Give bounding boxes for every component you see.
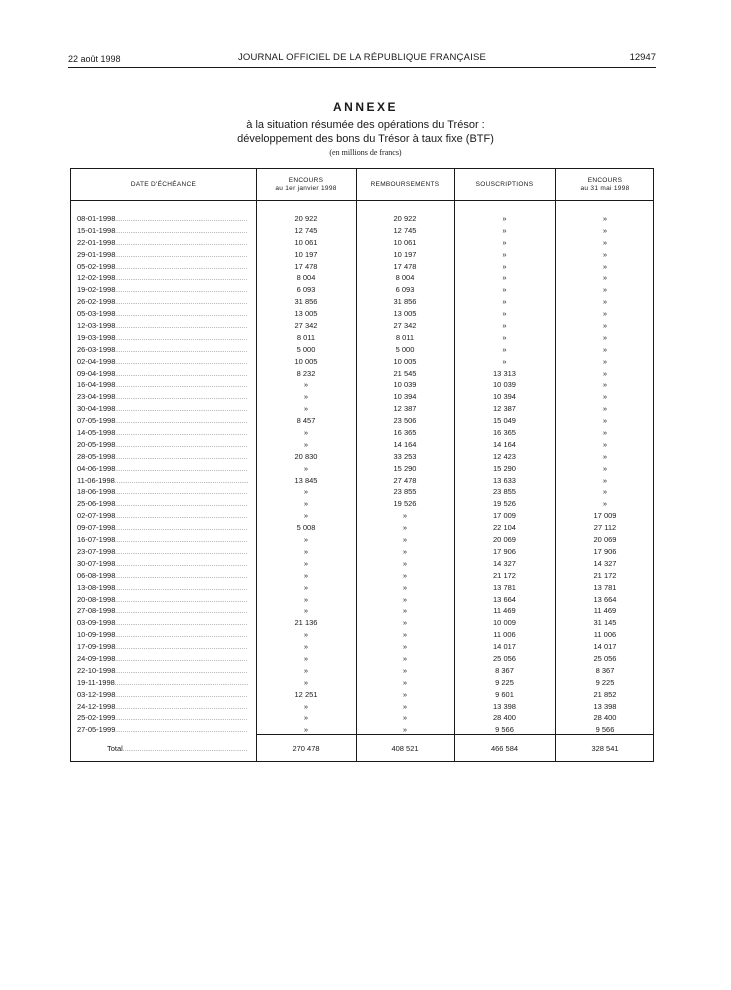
row-date: 19-03-1998 ..... [77, 332, 248, 346]
row-souscriptions: 12 387 [493, 404, 516, 414]
row-encours-start: 13 845 [294, 475, 318, 485]
row-encours-end: » [602, 261, 608, 271]
row-date: 12-02-1998 ..... [77, 272, 248, 286]
row-encours-start: » [303, 713, 309, 723]
row-souscriptions: 9 225 [495, 677, 514, 687]
row-encours-end: 28 400 [593, 713, 617, 723]
row-souscriptions: » [502, 225, 507, 235]
row-encours-end: » [602, 368, 608, 378]
row-souscriptions: » [502, 356, 507, 366]
row-souscriptions: 13 398 [493, 701, 516, 711]
row-encours-start: 6 093 [296, 285, 316, 295]
row-encours-end: » [602, 309, 608, 319]
row-remboursements: 16 365 [393, 428, 417, 438]
row-date: 20-08-1998 ..... [77, 594, 248, 608]
table-row [71, 570, 653, 582]
row-date: 11-06-1998 ..... [77, 475, 248, 489]
row-encours-end: » [602, 225, 608, 235]
row-date: 08-01-1998 ..... [77, 213, 248, 227]
row-encours-end: » [602, 463, 608, 473]
row-encours-start: 31 856 [294, 297, 318, 307]
row-remboursements: 23 855 [393, 487, 417, 497]
row-encours-start: » [303, 606, 309, 616]
row-encours-end: » [602, 428, 608, 438]
row-remboursements: » [402, 701, 408, 711]
row-date: 29-01-1998 ..... [77, 249, 248, 263]
row-remboursements: » [402, 558, 408, 568]
row-remboursements: 10 394 [393, 392, 417, 402]
row-encours-end: 17 906 [593, 546, 617, 556]
row-remboursements: 10 039 [393, 380, 417, 390]
row-encours-start: 8 004 [296, 273, 316, 283]
row-date: 24-09-1998 ..... [77, 653, 248, 667]
row-souscriptions: 8 367 [495, 665, 514, 675]
row-souscriptions: 13 313 [493, 368, 516, 378]
row-encours-end: 21 852 [593, 689, 617, 699]
total-encours-end: 328 541 [591, 744, 619, 753]
row-encours-start: » [303, 487, 309, 497]
row-encours-start: 27 342 [294, 321, 318, 331]
row-encours-end: » [602, 273, 608, 283]
row-souscriptions: » [502, 249, 507, 259]
row-encours-end: 9 225 [595, 677, 615, 687]
row-remboursements: 12 387 [393, 404, 417, 414]
row-encours-end: 20 069 [593, 535, 617, 545]
row-encours-start: 20 830 [294, 451, 318, 461]
table-body [71, 213, 653, 736]
row-souscriptions: » [502, 214, 507, 223]
row-encours-end: 11 006 [593, 630, 617, 640]
row-encours-end: » [602, 249, 608, 259]
row-encours-start: » [303, 546, 309, 556]
row-date: 03-12-1998 ..... [77, 689, 248, 703]
row-encours-start: » [303, 392, 309, 402]
row-encours-end: 17 009 [593, 511, 617, 521]
table-row [71, 629, 653, 641]
row-encours-end: 25 056 [593, 653, 617, 663]
row-encours-end: » [602, 321, 608, 331]
table-row [71, 546, 653, 558]
row-encours-end: 13 781 [593, 582, 617, 592]
row-encours-end: 9 566 [595, 725, 615, 735]
row-date: 07-05-1998 ..... [77, 415, 248, 429]
row-date: 22-10-1998 ..... [77, 665, 248, 679]
row-souscriptions: 17 906 [493, 546, 516, 556]
row-souscriptions: 17 009 [493, 511, 516, 521]
journal-title: JOURNAL OFFICIEL DE LA RÉPUBLIQUE FRANÇAISE [237, 52, 487, 63]
table-row [71, 261, 653, 273]
row-encours-start: 17 478 [294, 261, 318, 271]
table-row [71, 403, 653, 415]
row-remboursements: 19 526 [393, 499, 417, 509]
table-row [71, 427, 653, 439]
row-encours-end: » [602, 439, 608, 449]
row-encours-end: 21 172 [593, 570, 617, 580]
header-row-divider [71, 200, 653, 201]
row-date: 25-02-1999 ..... [77, 712, 248, 726]
row-souscriptions: 14 164 [493, 439, 516, 449]
table-row [71, 379, 653, 391]
row-encours-end: 14 017 [593, 642, 617, 652]
row-remboursements: » [402, 642, 408, 652]
row-remboursements: » [402, 725, 408, 735]
row-encours-end: » [602, 214, 608, 223]
row-encours-end: » [602, 237, 608, 247]
row-remboursements: 27 342 [393, 321, 417, 331]
row-souscriptions: 10 394 [493, 392, 516, 402]
table-row [71, 701, 653, 713]
row-encours-start: » [303, 642, 309, 652]
annex-title: ANNEXE [332, 100, 398, 114]
row-souscriptions: 19 526 [493, 499, 516, 509]
row-encours-end: 27 112 [593, 523, 617, 533]
row-date: 25-06-1998 ..... [77, 498, 248, 512]
row-encours-end: 14 327 [593, 558, 617, 568]
row-encours-end: 31 145 [593, 618, 617, 628]
table-row [71, 677, 653, 689]
row-date: 16-07-1998 ..... [77, 534, 248, 548]
table-row [71, 605, 653, 617]
row-remboursements: » [402, 713, 408, 723]
table-row [71, 724, 653, 736]
row-souscriptions: 14 327 [493, 558, 516, 568]
table-row [71, 594, 653, 606]
row-encours-start: 5 008 [296, 523, 316, 533]
row-remboursements: 15 290 [393, 463, 417, 473]
row-souscriptions: » [502, 297, 507, 307]
row-encours-start: » [303, 677, 309, 687]
row-encours-end: » [602, 392, 608, 402]
row-souscriptions: » [502, 285, 507, 295]
table-row [71, 320, 653, 332]
table-row [71, 391, 653, 403]
row-remboursements: 6 093 [395, 285, 415, 295]
row-remboursements: 8 011 [395, 332, 415, 342]
row-souscriptions: 13 781 [493, 582, 516, 592]
row-date: 27-05-1999 ..... [77, 724, 248, 738]
row-remboursements: 5 000 [395, 344, 415, 354]
row-encours-end: » [602, 380, 608, 390]
table-row [71, 249, 653, 261]
row-souscriptions: » [502, 261, 507, 271]
table-row [71, 641, 653, 653]
row-date: 14-05-1998 ..... [77, 427, 248, 441]
row-encours-start: 20 922 [294, 214, 318, 223]
page-header [68, 52, 656, 68]
table-row [71, 712, 653, 724]
row-souscriptions: 9 601 [495, 689, 514, 699]
row-date: 20-05-1998 ..... [77, 439, 248, 453]
row-date: 23-04-1998 ..... [77, 391, 248, 405]
table-row [71, 510, 653, 522]
row-encours-start: 5 000 [296, 344, 316, 354]
table-row [71, 558, 653, 570]
row-date: 24-12-1998 ..... [77, 701, 248, 715]
row-remboursements: » [402, 523, 408, 533]
row-encours-end: » [602, 332, 608, 342]
subtitle-line-1: à la situation résumée des opérations du Trésor : [246, 119, 485, 131]
table-row [71, 415, 653, 427]
row-remboursements: 27 478 [393, 475, 417, 485]
table-row [71, 296, 653, 308]
row-date: 19-02-1998 ..... [77, 284, 248, 298]
table-row [71, 344, 653, 356]
row-remboursements: » [402, 677, 408, 687]
row-remboursements: 10 197 [393, 249, 417, 259]
btf-table [70, 168, 654, 762]
table-row [71, 689, 653, 701]
row-encours-start: 13 005 [294, 309, 318, 319]
column-header-encours-end: ENCOURS au 31 mai 1998 [580, 176, 630, 192]
subtitle-line-2: développement des bons du Trésor à taux fixe (BTF) [237, 133, 494, 145]
row-encours-end: 11 469 [593, 606, 617, 616]
row-date: 05-03-1998 ..... [77, 308, 248, 322]
row-remboursements: » [402, 511, 408, 521]
row-encours-start: 10 005 [294, 356, 318, 366]
row-encours-end: » [602, 416, 608, 426]
row-souscriptions: 11 469 [493, 606, 516, 616]
row-date: 12-03-1998 ..... [77, 320, 248, 334]
row-souscriptions: 13 664 [493, 594, 516, 604]
row-souscriptions: 9 566 [495, 725, 514, 735]
row-souscriptions: 11 006 [493, 630, 516, 640]
table-row [71, 225, 653, 237]
row-encours-start: » [303, 535, 309, 545]
table-row [71, 475, 653, 487]
column-header-encours-start: ENCOURS au 1er janvier 1998 [275, 176, 337, 192]
row-remboursements: » [402, 594, 408, 604]
row-remboursements: » [402, 570, 408, 580]
row-encours-start: » [303, 582, 309, 592]
row-encours-start: » [303, 511, 309, 521]
table-row [71, 368, 653, 380]
row-date: 30-07-1998 ..... [77, 558, 248, 572]
table-row [71, 332, 653, 344]
row-souscriptions: » [502, 237, 507, 247]
total-encours-start: 270 478 [292, 744, 320, 753]
row-souscriptions: 12 423 [493, 451, 516, 461]
row-remboursements: 20 922 [393, 214, 417, 223]
table-row [71, 522, 653, 534]
row-date: 06-08-1998 ..... [77, 570, 248, 584]
row-souscriptions: » [502, 273, 507, 283]
row-remboursements: 10 005 [393, 356, 417, 366]
row-encours-start: » [303, 570, 309, 580]
row-souscriptions: » [502, 344, 507, 354]
table-row [71, 356, 653, 368]
row-encours-end: » [602, 297, 608, 307]
row-encours-end: » [602, 475, 608, 485]
table-row [71, 665, 653, 677]
row-remboursements: 17 478 [393, 261, 417, 271]
page-number: 12947 [629, 52, 656, 63]
row-date: 10-09-1998 ..... [77, 629, 248, 643]
row-encours-start: » [303, 701, 309, 711]
table-row [71, 284, 653, 296]
row-souscriptions: » [502, 332, 507, 342]
row-remboursements: 31 856 [393, 297, 417, 307]
row-date: 15-01-1998 ..... [77, 225, 248, 239]
row-date: 09-07-1998 ..... [77, 522, 248, 536]
row-souscriptions: 10 009 [493, 618, 516, 628]
row-date: 18-06-1998 ..... [77, 486, 248, 500]
row-date: 04-06-1998 ..... [77, 463, 248, 477]
row-souscriptions: 16 365 [493, 428, 516, 438]
row-date: 30-04-1998 ..... [77, 403, 248, 417]
row-remboursements: 23 506 [393, 416, 417, 426]
row-date: 02-07-1998 ..... [77, 510, 248, 524]
publication-date: 22 août 1998 [68, 54, 121, 64]
row-encours-start: » [303, 653, 309, 663]
row-remboursements: » [402, 653, 408, 663]
row-souscriptions: » [502, 321, 507, 331]
row-remboursements: » [402, 689, 408, 699]
total-label: Total ..... [107, 743, 248, 756]
row-souscriptions: 14 017 [493, 642, 516, 652]
table-row [71, 272, 653, 284]
row-encours-end: » [602, 285, 608, 295]
units-note: (en millions de francs) [329, 148, 402, 157]
row-encours-end: » [602, 344, 608, 354]
table-row [71, 439, 653, 451]
row-encours-start: » [303, 725, 309, 735]
row-remboursements: 14 164 [393, 439, 417, 449]
table-row [71, 582, 653, 594]
row-remboursements: » [402, 618, 408, 628]
table-row [71, 237, 653, 249]
total-remboursements: 408 521 [391, 744, 419, 753]
row-souscriptions: 25 056 [493, 653, 516, 663]
row-remboursements: » [402, 630, 408, 640]
table-row [71, 486, 653, 498]
row-souscriptions: 28 400 [493, 713, 516, 723]
row-encours-start: » [303, 499, 309, 509]
row-encours-end: » [602, 404, 608, 414]
table-row [71, 617, 653, 629]
row-encours-start: 8 011 [296, 332, 316, 342]
row-souscriptions: 21 172 [493, 570, 516, 580]
row-encours-start: » [303, 428, 309, 438]
row-encours-start: » [303, 630, 309, 640]
table-row [71, 653, 653, 665]
row-remboursements: 12 745 [393, 225, 417, 235]
row-date: 26-02-1998 ..... [77, 296, 248, 310]
row-date: 28-05-1998 ..... [77, 451, 248, 465]
row-encours-start: 10 061 [294, 237, 318, 247]
table-row [71, 534, 653, 546]
row-souscriptions: » [502, 309, 507, 319]
row-remboursements: » [402, 535, 408, 545]
column-header-date: DATE D'ÉCHÉANCE [130, 180, 197, 188]
row-remboursements: » [402, 665, 408, 675]
row-encours-end: 13 398 [593, 701, 617, 711]
row-date: 23-07-1998 ..... [77, 546, 248, 560]
row-encours-end: » [602, 356, 608, 366]
row-date: 03-09-1998 ..... [77, 617, 248, 631]
total-souscriptions: 466 584 [490, 744, 519, 753]
row-encours-start: 10 197 [294, 249, 318, 259]
row-date: 26-03-1998 ..... [77, 344, 248, 358]
row-encours-end: » [602, 451, 608, 461]
header-divider [68, 67, 656, 68]
table-row [71, 498, 653, 510]
row-date: 27-08-1998 ..... [77, 605, 248, 619]
column-header-souscriptions: SOUSCRIPTIONS [475, 180, 534, 188]
column-header-remboursements: REMBOURSEMENTS [370, 180, 440, 188]
row-encours-end: 8 367 [595, 665, 615, 675]
row-date: 02-04-1998 ..... [77, 356, 248, 370]
row-date: 13-08-1998 ..... [77, 582, 248, 596]
row-date: 19-11-1998 ..... [77, 677, 248, 691]
row-encours-start: » [303, 404, 309, 414]
row-remboursements: 13 005 [393, 309, 417, 319]
row-date: 17-09-1998 ..... [77, 641, 248, 655]
row-remboursements: 10 061 [393, 237, 417, 247]
table-row [71, 451, 653, 463]
row-souscriptions: 20 069 [493, 535, 516, 545]
row-encours-start: » [303, 439, 309, 449]
row-souscriptions: 15 290 [493, 463, 516, 473]
row-souscriptions: 23 855 [493, 487, 516, 497]
row-encours-start: » [303, 665, 309, 675]
table-row [71, 463, 653, 475]
row-souscriptions: 15 049 [493, 416, 516, 426]
row-encours-start: 21 136 [294, 618, 318, 628]
row-encours-start: 8 232 [296, 368, 316, 378]
row-remboursements: » [402, 546, 408, 556]
row-encours-start: 12 745 [294, 225, 318, 235]
row-remboursements: 8 004 [395, 273, 415, 283]
row-encours-start: » [303, 558, 309, 568]
row-encours-start: 8 457 [296, 416, 316, 426]
row-date: 05-02-1998 ..... [77, 261, 248, 275]
row-encours-start: » [303, 594, 309, 604]
row-encours-end: » [602, 487, 608, 497]
row-encours-end: 13 664 [593, 594, 617, 604]
row-remboursements: 21 545 [393, 368, 417, 378]
table-row [71, 308, 653, 320]
row-souscriptions: 22 104 [493, 523, 516, 533]
row-remboursements: 33 253 [393, 451, 417, 461]
row-remboursements: » [402, 606, 408, 616]
row-remboursements: » [402, 582, 408, 592]
row-date: 22-01-1998 ..... [77, 237, 248, 251]
total-row [71, 743, 653, 755]
row-encours-end: » [602, 499, 608, 509]
row-encours-start: » [303, 380, 309, 390]
row-encours-start: 12 251 [294, 689, 318, 699]
table-row [71, 213, 653, 225]
row-encours-start: » [303, 463, 309, 473]
row-date: 09-04-1998 ..... [77, 368, 248, 382]
row-souscriptions: 13 633 [493, 475, 516, 485]
row-date: 16-04-1998 ..... [77, 379, 248, 393]
row-souscriptions: 10 039 [493, 380, 516, 390]
